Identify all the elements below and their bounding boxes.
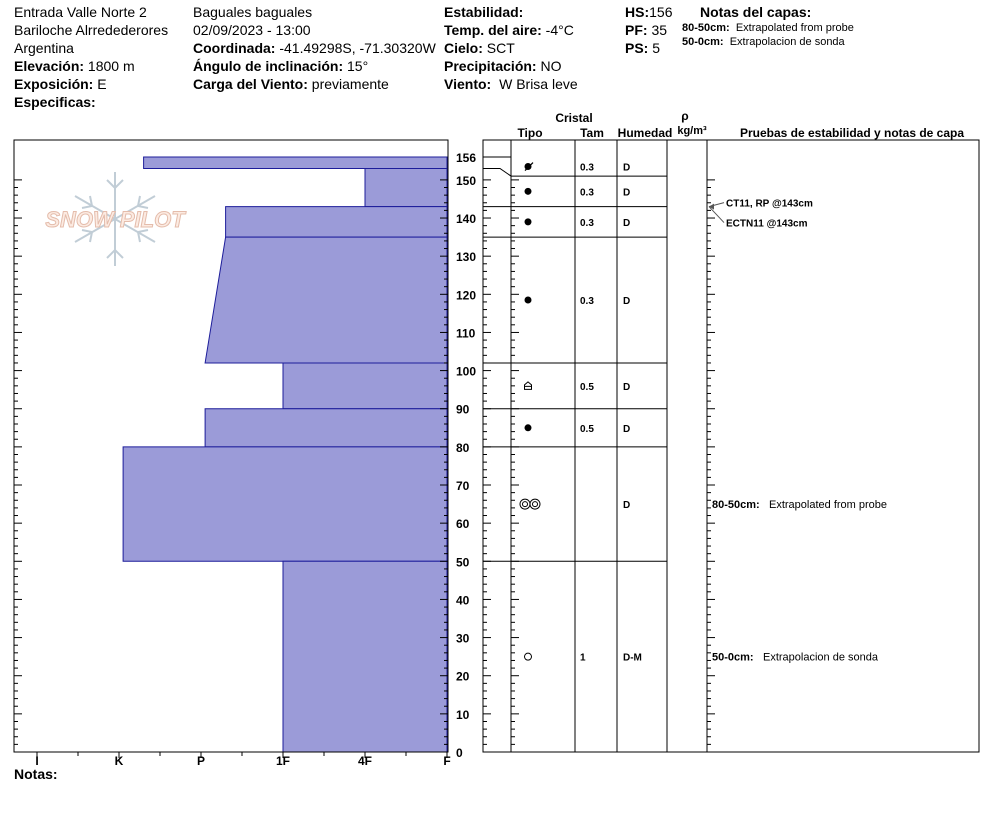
ps-row: PS: 5 — [625, 40, 661, 56]
crystal-rounded-icon — [525, 424, 532, 431]
header-cristal: Cristal — [555, 111, 593, 125]
hardness-profile — [123, 157, 447, 752]
layer-note-2: 50-0cm: Extrapolacion de sonda — [682, 36, 845, 48]
aspect-value: E — [97, 76, 107, 92]
hardness-bar — [205, 409, 447, 447]
layer-size: 1 — [580, 652, 586, 664]
header-tests: Pruebas de estabilidad y notas de capa — [739, 126, 965, 140]
crystal-ring — [533, 502, 538, 507]
pf-row: PF: 35 — [625, 22, 668, 38]
region-name: Bariloche Alrredederores — [14, 22, 169, 38]
notes-label: Notas: — [14, 766, 58, 782]
crystal-dot — [525, 297, 532, 304]
y-tick-label: 130 — [456, 250, 477, 265]
hardness-bar — [365, 168, 447, 206]
airtemp-row: Temp. del aire: -4°C — [444, 22, 574, 38]
crystal-rounded-icon — [525, 297, 532, 304]
crystal-ring — [530, 499, 540, 509]
observer-name: Baguales baguales — [193, 4, 313, 20]
elevation-row: Elevación: 1800 m — [14, 58, 135, 74]
y-tick-label: 10 — [456, 707, 470, 722]
header-tipo: Tipo — [517, 126, 543, 140]
x-tick-label: F — [443, 754, 451, 768]
crystal-rounded-icon — [525, 218, 532, 225]
layer-size: 0.3 — [580, 162, 594, 174]
coordinate-row: Coordinada: -41.49298S, -71.30320W — [193, 40, 436, 56]
y-tick-label: 20 — [456, 669, 470, 684]
header-rho: ρ — [681, 109, 689, 123]
crystal-ring — [520, 499, 530, 509]
country-name: Argentina — [14, 40, 74, 56]
specifics-row: Especificas: — [14, 94, 96, 110]
hs-row: HS:156 — [625, 4, 673, 20]
stability-row: Estabilidad: — [444, 4, 524, 20]
y-tick-label: 90 — [456, 402, 470, 417]
windload-value: previamente — [311, 76, 389, 92]
hardness-bar — [205, 237, 447, 363]
y-tick-label: 156 — [456, 151, 477, 165]
y-tick-label: 70 — [456, 479, 470, 494]
layer-humidity: D — [623, 217, 631, 229]
crystal-dot — [525, 188, 532, 195]
layer-humidity: D — [623, 500, 631, 512]
test-leader-line — [709, 207, 724, 223]
precip-value: NO — [540, 58, 562, 74]
aspect-row: Exposición: E — [14, 76, 107, 92]
x-tick-label: 4F — [357, 754, 373, 768]
crystal-dot — [525, 218, 532, 225]
hs-value: 156 — [649, 4, 673, 20]
stability-notes — [709, 199, 887, 664]
header-humedad: Humedad — [617, 126, 673, 140]
ps-value: 5 — [652, 40, 661, 56]
boundary-line — [483, 168, 511, 176]
y-tick-label: 140 — [456, 212, 477, 227]
coordinate-value: -41.49298S, -71.30320W — [279, 40, 436, 56]
y-tick-label: 0 — [456, 746, 463, 760]
crystal-circle — [525, 653, 532, 660]
layer-comment-range: 50-0cm: — [712, 651, 754, 664]
stability-test-label: ECTN11 @143cm — [726, 218, 808, 230]
layer-comment-range: 80-50cm: — [712, 498, 760, 511]
observation-datetime: 02/09/2023 - 13:00 — [193, 22, 311, 38]
layer-size: 0.3 — [580, 296, 594, 308]
layer-size: 0.5 — [580, 381, 594, 393]
logo-text: SNOW PILOT — [45, 207, 185, 232]
hardness-bar — [144, 157, 447, 168]
y-tick-label: 40 — [456, 593, 470, 608]
windload-row: Carga del Viento: previamente — [193, 76, 389, 92]
layer-size: 0.5 — [580, 423, 594, 435]
airtemp-value: -4°C — [545, 22, 574, 38]
sky-value: SCT — [486, 40, 515, 56]
header-tam: Tam — [580, 126, 604, 140]
layer-comment-text: Extrapolated from probe — [769, 498, 888, 511]
x-tick-label: P — [196, 754, 206, 768]
crystal-ice-grain-icon — [525, 653, 532, 660]
layer-size: 0.3 — [580, 217, 594, 229]
x-tick-label: K — [114, 754, 124, 768]
layer-note-1: 80-50cm: Extrapolated from probe — [682, 22, 854, 34]
x-tick-label: I — [35, 754, 39, 768]
header-density-unit: kg/m³ — [677, 125, 707, 137]
y-tick-label: 50 — [456, 555, 470, 570]
y-tick-label: 80 — [456, 440, 470, 455]
crystal-dot — [525, 424, 532, 431]
y-tick-label: 120 — [456, 288, 477, 303]
layer-notes-title: Notas del capas: — [700, 4, 812, 20]
layer-comment-text: Extrapolacion de sonda — [763, 651, 878, 664]
crystal-faceted-rounded-icon — [525, 163, 534, 171]
precip-row: Precipitación: NO — [444, 58, 562, 74]
incline-value: 15° — [347, 58, 369, 74]
y-tick-label: 110 — [456, 326, 476, 341]
crystal-faceted-icon — [525, 382, 532, 390]
crystal-square — [525, 382, 532, 390]
snowpilot-logo — [45, 172, 186, 266]
pf-value: 35 — [651, 22, 668, 38]
y-tick-label: 60 — [456, 517, 470, 532]
elevation-value: 1800 m — [87, 58, 135, 74]
y-tick-label: 100 — [456, 364, 477, 379]
layer-size: 0.3 — [580, 187, 594, 199]
crystal-ring — [523, 502, 528, 507]
stability-test-label: CT11, RP @143cm — [726, 198, 813, 210]
layer-humidity: D — [623, 423, 631, 435]
layer-humidity: D — [623, 162, 631, 174]
wind-value: W Brisa leve — [499, 76, 578, 92]
y-tick-label: 150 — [456, 173, 477, 188]
hardness-bar — [283, 363, 447, 409]
hardness-bar — [283, 561, 447, 752]
layer-humidity: D-M — [623, 652, 642, 664]
hardness-bar — [123, 447, 447, 561]
layer-humidity: D — [623, 381, 631, 393]
layer-humidity: D — [623, 187, 631, 199]
hardness-bar — [226, 207, 447, 238]
crystal-melt-forms-icon — [520, 499, 540, 509]
layer-humidity: D — [623, 296, 631, 308]
crystal-rounded-icon — [525, 188, 532, 195]
x-tick-label: 1F — [275, 754, 291, 768]
crystal-dot — [525, 163, 532, 170]
y-tick-label: 30 — [456, 631, 470, 646]
sky-row: Cielo: SCT — [444, 40, 515, 56]
wind-row: Viento: W Brisa leve — [444, 76, 578, 92]
incline-row: Ángulo de inclinación: 15° — [193, 58, 369, 74]
location-name: Entrada Valle Norte 2 — [14, 4, 147, 20]
